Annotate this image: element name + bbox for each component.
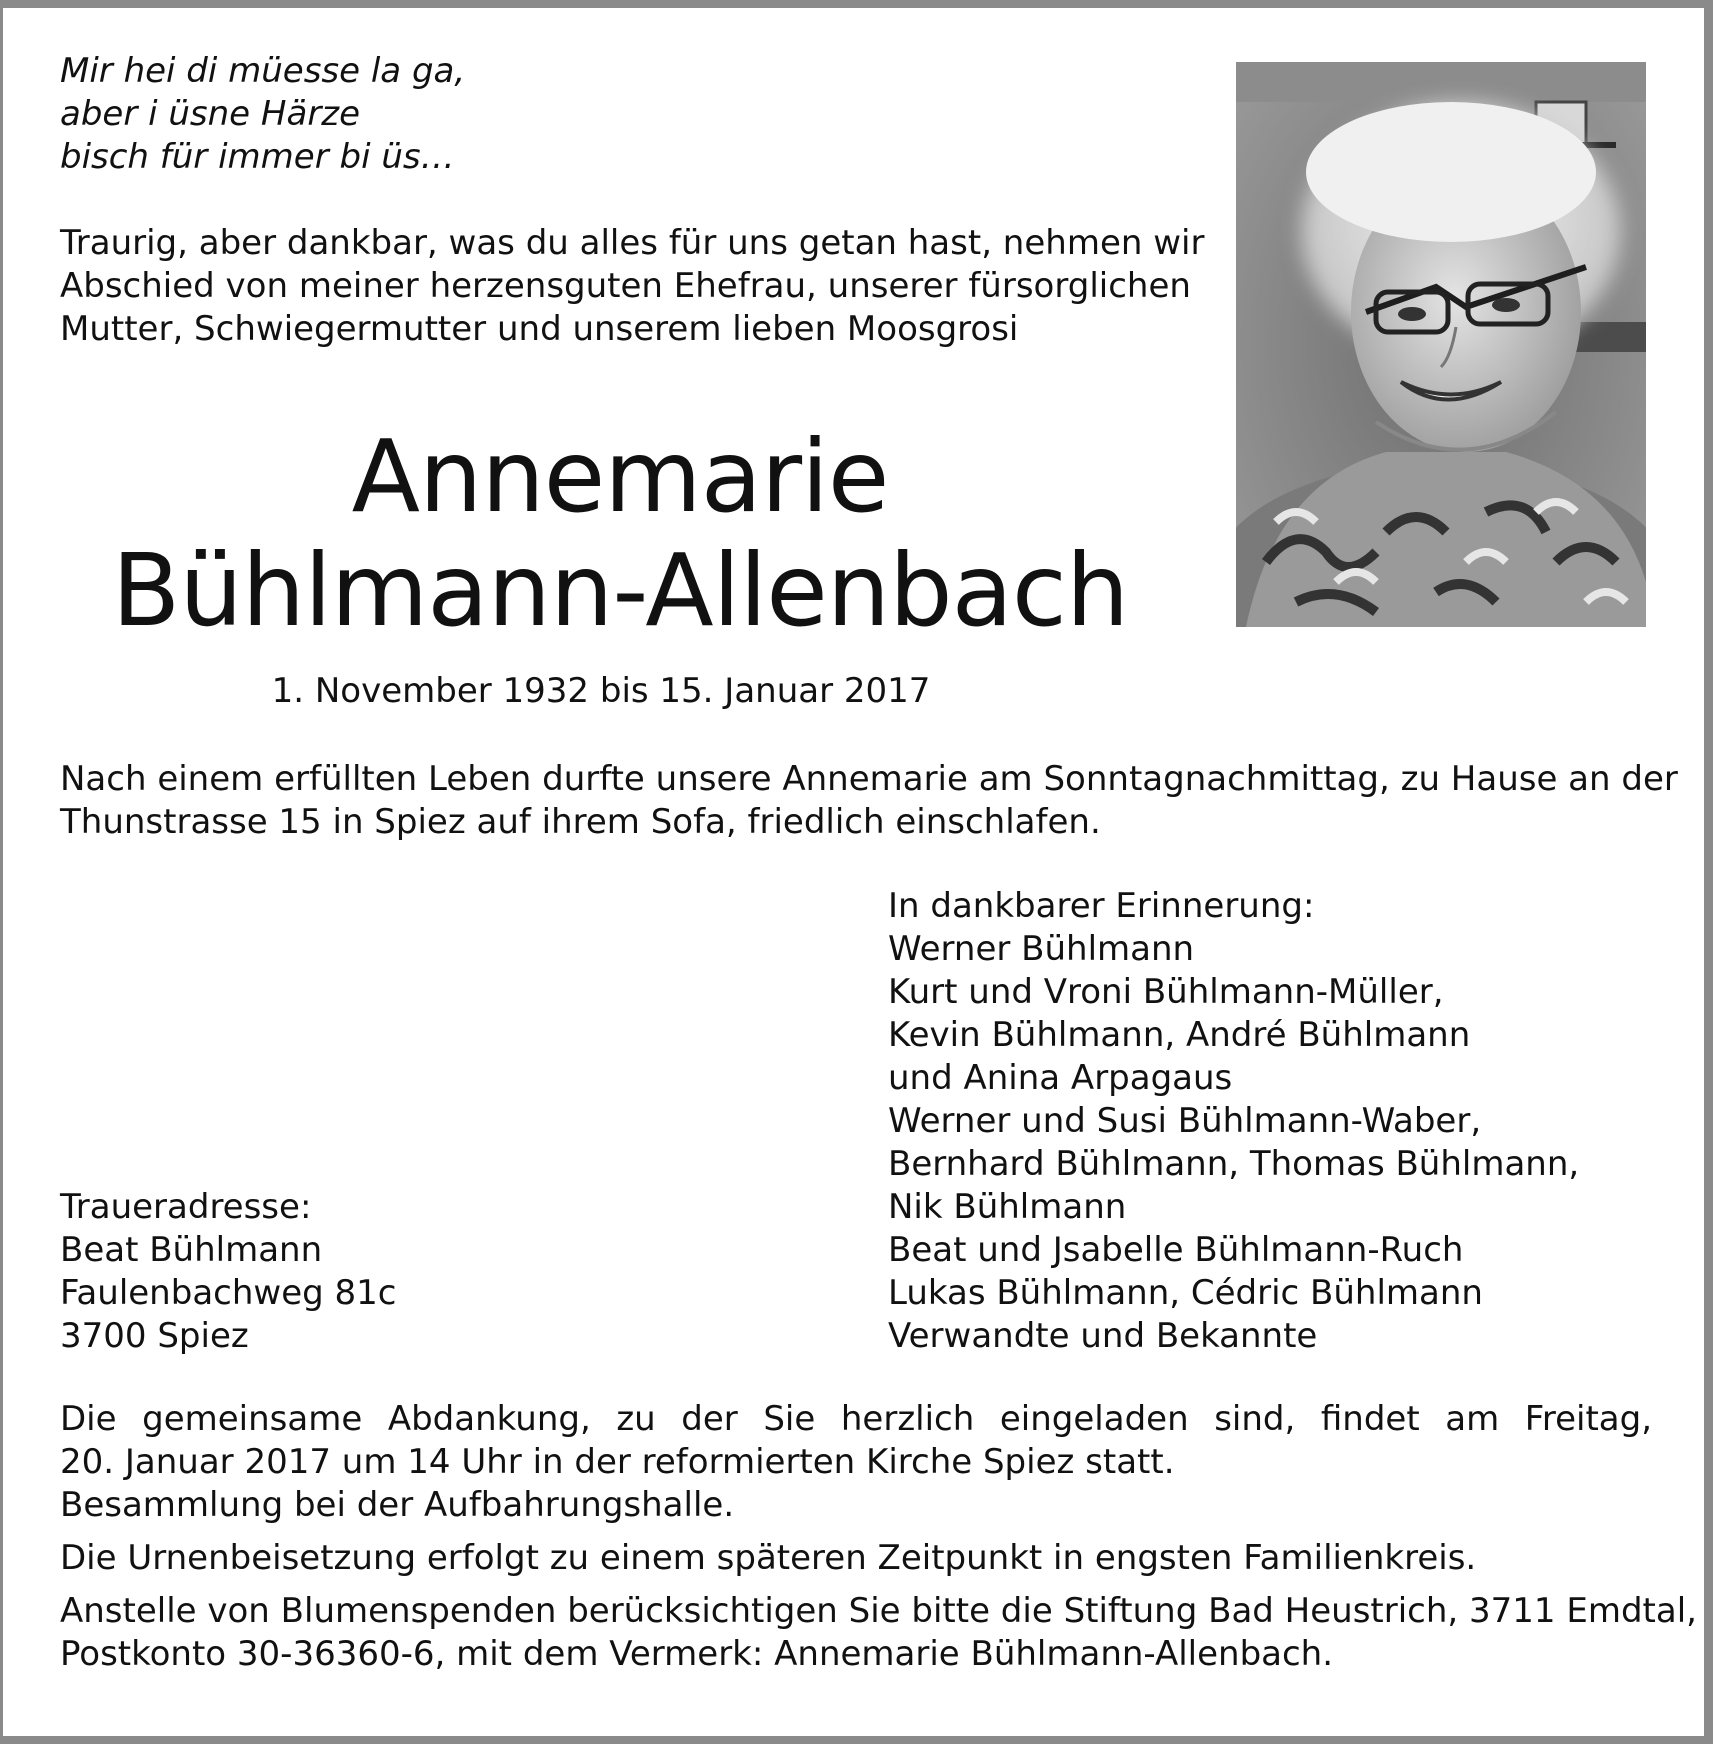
donation-line: Postkonto 30-36360-6, mit dem Vermerk: Annemarie Bühlmann-Allenbach.: [60, 1634, 1334, 1674]
intro-line: Traurig, aber dankbar, was du alles für uns getan hast, nehmen wir: [60, 223, 1205, 263]
mourner-line: Nik Bühlmann: [888, 1187, 1127, 1227]
address-line: Beat Bühlmann: [60, 1230, 323, 1270]
mourner-line: Verwandte und Bekannte: [888, 1316, 1318, 1356]
mourning-address: [60, 1186, 396, 1358]
intro-line: Mutter, Schwiegermutter und unserem lieben Moosgrosi: [60, 309, 1019, 349]
service-info: [60, 1398, 1697, 1676]
mourners-heading: In dankbarer Erinnerung:: [888, 886, 1315, 926]
death-notice-line: Thunstrasse 15 in Spiez auf ihrem Sofa, friedlich einschlafen.: [60, 802, 1101, 842]
donation-line: Anstelle von Blumenspenden berücksichtigen Sie bitte die Stiftung Bad Heustrich, 3711 Emdtal,: [60, 1591, 1697, 1631]
life-dates: [0, 670, 1242, 713]
deceased-name: [60, 420, 1180, 648]
mourner-line: Beat und Jsabelle Bühlmann-Ruch: [888, 1230, 1464, 1270]
mourner-line: Werner und Susi Bühlmann-Waber,: [888, 1101, 1482, 1141]
portrait-photo: [1236, 62, 1646, 627]
address-heading: Traueradresse:: [60, 1187, 312, 1227]
mourner-line: Werner Bühlmann: [888, 929, 1195, 969]
intro-text: [60, 222, 1240, 351]
address-line: Faulenbachweg 81c: [60, 1273, 397, 1313]
poem-line: bisch für immer bi üs…: [60, 137, 455, 177]
mourner-line: Lukas Bühlmann, Cédric Bühlmann: [888, 1273, 1483, 1313]
service-line: Besammlung bei der Aufbahrungshalle.: [60, 1485, 735, 1525]
death-notice-line: Nach einem erfüllten Leben durfte unsere Annemarie am Sonntagnachmittag, zu Hause an der: [60, 759, 1678, 799]
mourner-line: und Anina Arpagaus: [888, 1058, 1233, 1098]
life-dates-text: 1. November 1932 bis 15. Januar 2017: [271, 671, 931, 711]
first-name: Annemarie: [351, 418, 889, 535]
service-line: 20. Januar 2017 um 14 Uhr in der reformierten Kirche Spiez statt.: [60, 1442, 1175, 1482]
address-line: 3700 Spiez: [60, 1316, 249, 1356]
poem-line: Mir hei di müesse la ga,: [60, 51, 466, 91]
mourner-line: Kurt und Vroni Bühlmann-Müller,: [888, 972, 1444, 1012]
urn-burial-line: Die Urnenbeisetzung erfolgt zu einem späteren Zeitpunkt in engsten Familienkreis.: [60, 1538, 1477, 1578]
mourner-line: Bernhard Bühlmann, Thomas Bühlmann,: [888, 1144, 1580, 1184]
intro-line: Abschied von meiner herzensguten Ehefrau, unserer fürsorglichen: [60, 266, 1191, 306]
death-notice: [60, 758, 1678, 844]
poem-line: aber i üsne Härze: [60, 94, 361, 134]
mourners-list: [888, 885, 1579, 1358]
poem: [60, 50, 465, 179]
last-name: Bühlmann-Allenbach: [111, 532, 1129, 649]
portrait-image: [1236, 62, 1646, 627]
mourner-line: Kevin Bühlmann, André Bühlmann: [888, 1015, 1471, 1055]
service-line: Die gemeinsame Abdankung, zu der Sie herzlich eingeladen sind, findet am Freitag,: [60, 1399, 1652, 1439]
